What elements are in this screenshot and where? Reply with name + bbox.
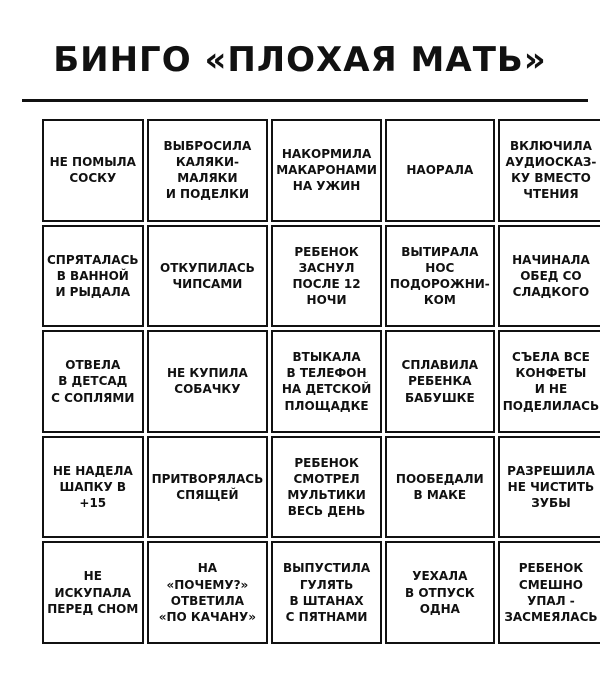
bingo-cell[interactable] [385, 436, 495, 539]
bingo-cell[interactable] [498, 119, 600, 222]
bingo-cell[interactable] [498, 436, 600, 539]
bingo-cell[interactable] [42, 225, 144, 328]
bingo-cell-text: ВТЫКАЛА В ТЕЛЕФОН НА ДЕТСКОЙ ПЛОЩАДКЕ [281, 350, 372, 413]
bingo-cell-text: СПРЯТАЛАСЬ В ВАННОЙ И РЫДАЛА [47, 252, 139, 299]
bingo-cell[interactable] [271, 225, 382, 328]
bingo-cell[interactable] [385, 541, 495, 644]
bingo-grid [42, 119, 600, 644]
page-title: БИНГО «ПЛОХАЯ МАТЬ» [53, 40, 547, 80]
bingo-cell[interactable] [385, 119, 495, 222]
bingo-cell-text: ВЫТИРАЛА НОС ПОДОРОЖНИ- КОМ [389, 244, 490, 308]
bingo-cell-text: ПООБЕДАЛИ В МАКЕ [395, 471, 484, 503]
bingo-cell[interactable] [271, 541, 382, 644]
bingo-cell[interactable] [498, 541, 600, 644]
title-divider [22, 99, 588, 102]
bingo-cell[interactable] [385, 330, 495, 433]
bingo-cell[interactable] [498, 330, 600, 433]
bingo-cell[interactable] [42, 541, 144, 644]
bingo-cell[interactable] [385, 225, 495, 328]
bingo-cell[interactable] [147, 330, 269, 433]
bingo-cell-text: НЕ НАДЕЛА ШАПКУ В +15 [52, 463, 133, 511]
bingo-cell-text: НЕ КУПИЛА СОБАЧКУ [166, 366, 248, 397]
bingo-cell-text: РЕБЕНОК СМЕШНО УПАЛ - ЗАСМЕЯЛАСЬ [504, 561, 598, 624]
bingo-cell-text: ПРИТВОРЯЛАСЬ СПЯЩЕЙ [151, 471, 264, 503]
bingo-cell[interactable] [42, 119, 144, 222]
bingo-cell[interactable] [42, 436, 144, 539]
bingo-cell-text: СЪЕЛА ВСЕ КОНФЕТЫ И НЕ ПОДЕЛИЛАСЬ [502, 350, 600, 413]
bingo-cell-text: НАОРАЛА [406, 163, 474, 178]
bingo-cell-text: НЕ ИСКУПАЛА ПЕРЕД СНОМ [47, 569, 139, 616]
bingo-cell-text: ВЫБРОСИЛА КАЛЯКИ- МАЛЯКИ И ПОДЕЛКИ [163, 138, 252, 202]
bingo-cell[interactable] [147, 225, 269, 328]
bingo-cell-text: НЕ ПОМЫЛА СОСКУ [49, 155, 136, 186]
bingo-cell-text: РЕБЕНОК ЗАСНУЛ ПОСЛЕ 12 НОЧИ [292, 244, 361, 308]
bingo-cell[interactable] [271, 119, 382, 222]
bingo-cell-text: НАКОРМИЛА МАКАРОНАМИ НА УЖИН [276, 147, 377, 194]
bingo-cell[interactable] [42, 330, 144, 433]
bingo-cell[interactable] [271, 436, 382, 539]
bingo-cell-text: ОТВЕЛА В ДЕТСАД С СОПЛЯМИ [51, 358, 135, 405]
bingo-cell[interactable] [147, 436, 269, 539]
bingo-cell[interactable] [498, 225, 600, 328]
bingo-cell-text: РАЗРЕШИЛА НЕ ЧИСТИТЬ ЗУБЫ [507, 463, 595, 511]
bingo-cell-text: ОТКУПИЛАСЬ ЧИПСАМИ [160, 260, 255, 291]
bingo-cell[interactable] [271, 330, 382, 433]
bingo-cell-text: НАЧИНАЛА ОБЕД СО СЛАДКОГО [512, 252, 590, 299]
bingo-cell-text: РЕБЕНОК СМОТРЕЛ МУЛЬТИКИ ВЕСЬ ДЕНЬ [287, 455, 366, 519]
bingo-cell-text: ВЫПУСТИЛА ГУЛЯТЬ В ШТАНАХ С ПЯТНАМИ [282, 561, 371, 624]
bingo-cell-text: СПЛАВИЛА РЕБЕНКА БАБУШКЕ [401, 358, 479, 405]
bingo-cell[interactable] [147, 541, 269, 644]
bingo-cell-text: НА «ПОЧЕМУ?» ОТВЕТИЛА «ПО КАЧАНУ» [158, 561, 257, 624]
bingo-cell[interactable] [147, 119, 269, 222]
bingo-cell-text: ВКЛЮЧИЛА АУДИОСКАЗ- КУ ВМЕСТО ЧТЕНИЯ [505, 138, 597, 202]
bingo-cell-text: УЕХАЛА В ОТПУСК ОДНА [405, 569, 475, 616]
